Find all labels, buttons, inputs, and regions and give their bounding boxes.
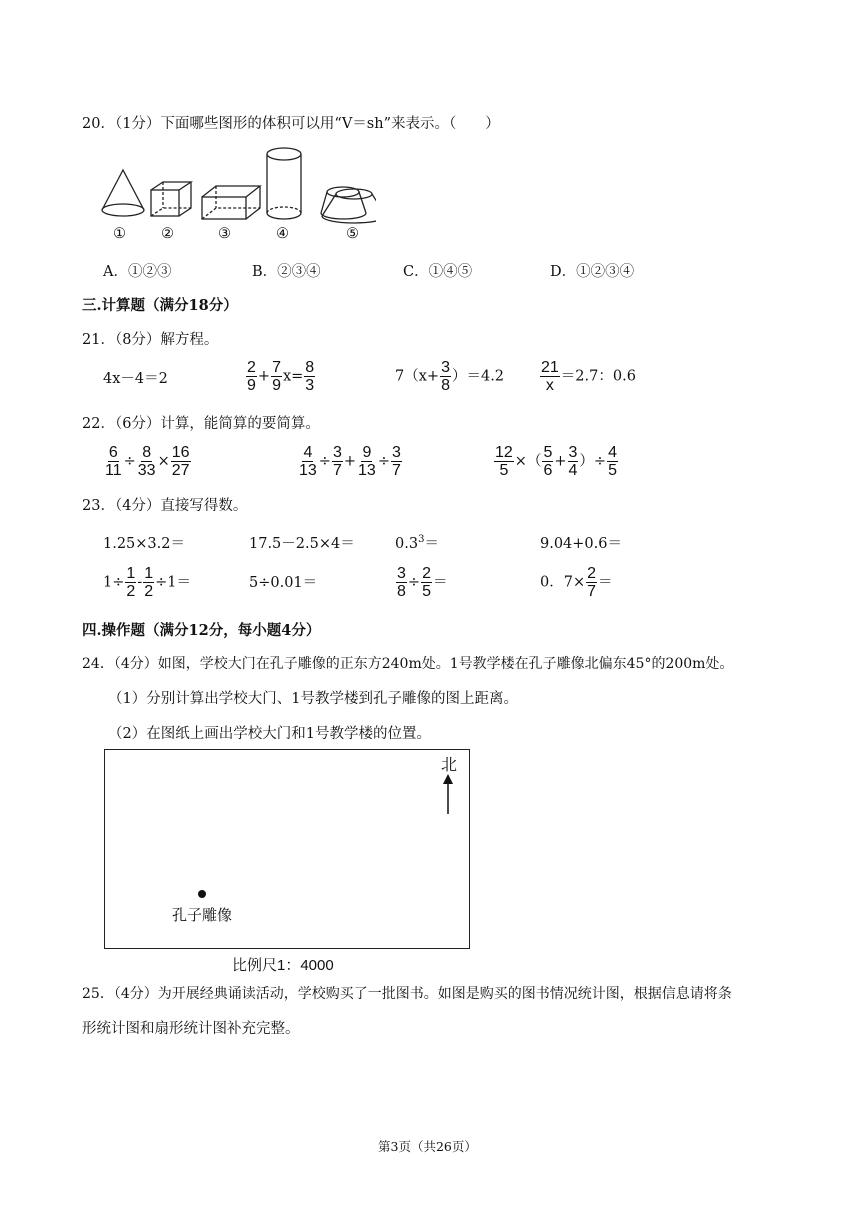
section-title-operation: 四.操作题（满分12分，每小题4分） — [82, 622, 321, 639]
q21-stem: 21．（8分）解方程。 — [82, 332, 219, 348]
statue-label: 孔子雕像 — [172, 907, 233, 924]
north-label: 北 — [441, 757, 458, 774]
q22-expr1: $\frac{6}{11}$ ÷ $\frac{8}{33}$ × $\frac{16}{27}$ — [105, 444, 190, 479]
page-footer: 第3页（共26页） — [378, 1139, 477, 1154]
shape-label-4: ④ — [276, 226, 289, 242]
scale-label: 比例尺1：4000 — [232, 957, 334, 974]
q20-option-a: A．①②③ — [103, 264, 172, 280]
q23-item2: 17.5－2.5×4＝ — [249, 536, 355, 552]
q20-option-b: B．②③④ — [252, 264, 321, 280]
q23-item3: $0.3^3=$ — [395, 534, 439, 552]
q23-item6: 5÷0.01＝ — [249, 575, 318, 591]
q24-stem: 24．（4分）如图，学校大门在孔子雕像的正东方240m处。1号教学楼在孔子雕像北偏东45°的200m处。 — [82, 656, 734, 672]
q23-item4: 9.04+0.6＝ — [540, 536, 622, 552]
q21-eq3: 7（x+ $\frac{3}{8}$ ）＝4.2 — [395, 359, 505, 394]
section-title-calc: 三.计算题（满分18分） — [82, 297, 238, 314]
q20-option-d: D．①②③④ — [550, 264, 635, 280]
q21-eq2: $\frac{2}{9}$ + $\frac{7}{9}$ x= $\frac{8}{3}$ — [247, 359, 315, 394]
map-paper[interactable] — [104, 749, 470, 949]
q23-item5: 1÷ $\frac{1}{2}$ - $\frac{1}{2}$ ÷1＝ — [103, 565, 191, 600]
q21-eq4: $\frac{21}{x}$ ＝2.7：0.6 — [541, 359, 636, 394]
q20-option-c: C．①④⑤ — [403, 264, 473, 280]
q23-item8: 0．7× $\frac{2}{7}$ ＝ — [540, 565, 613, 600]
shape-label-2: ② — [161, 226, 174, 242]
statue-dot — [198, 890, 206, 898]
q24-sub2: （2）在图纸上画出学校大门和1号教学楼的位置。 — [108, 726, 431, 742]
q22-expr3: $\frac{12}{5}$ ×（ $\frac{5}{6}$ + $\frac{3}{4}$ ）÷ $\frac{4}{5}$ — [495, 444, 617, 479]
q25-line1: 25．（4分）为开展经典诵读活动，学校购买了一批图书。如图是购买的图书情况统计图，根据信息请将条 — [82, 986, 732, 1002]
q24-sub1: （1）分别计算出学校大门、1号教学楼到孔子雕像的图上距离。 — [108, 691, 518, 707]
frustum-full-icon — [320, 180, 370, 225]
shape-label-1: ① — [113, 226, 126, 242]
q23-item1: 1.25×3.2＝ — [103, 536, 185, 552]
north-arrow-icon — [440, 772, 456, 816]
shape-label-3: ③ — [218, 226, 231, 242]
q20-stem: 20．（1分）下面哪些图形的体积可以用“V＝sh”来表示。（ ） — [82, 116, 500, 132]
q22-expr2: $\frac{4}{13}$ ÷ $\frac{3}{7}$ + $\frac{9}{13}$ ÷ $\frac{3}{7}$ — [299, 444, 401, 479]
q22-stem: 22．（6分）计算，能简算的要简算。 — [82, 416, 320, 432]
q23-stem: 23．（4分）直接写得数。 — [82, 498, 248, 514]
q23-item7: $\frac{3}{8}$ ÷ $\frac{2}{5}$ ＝ — [397, 565, 448, 600]
cone-icon — [102, 170, 144, 216]
cuboid-icon — [202, 186, 260, 219]
q25-line2: 形统计图和扇形统计图补充完整。 — [82, 1021, 300, 1037]
q21-eq1: 4x－4＝2 — [103, 371, 168, 387]
shape-label-5: ⑤ — [346, 226, 359, 242]
cube-icon — [151, 182, 191, 216]
cylinder-icon — [267, 148, 301, 219]
